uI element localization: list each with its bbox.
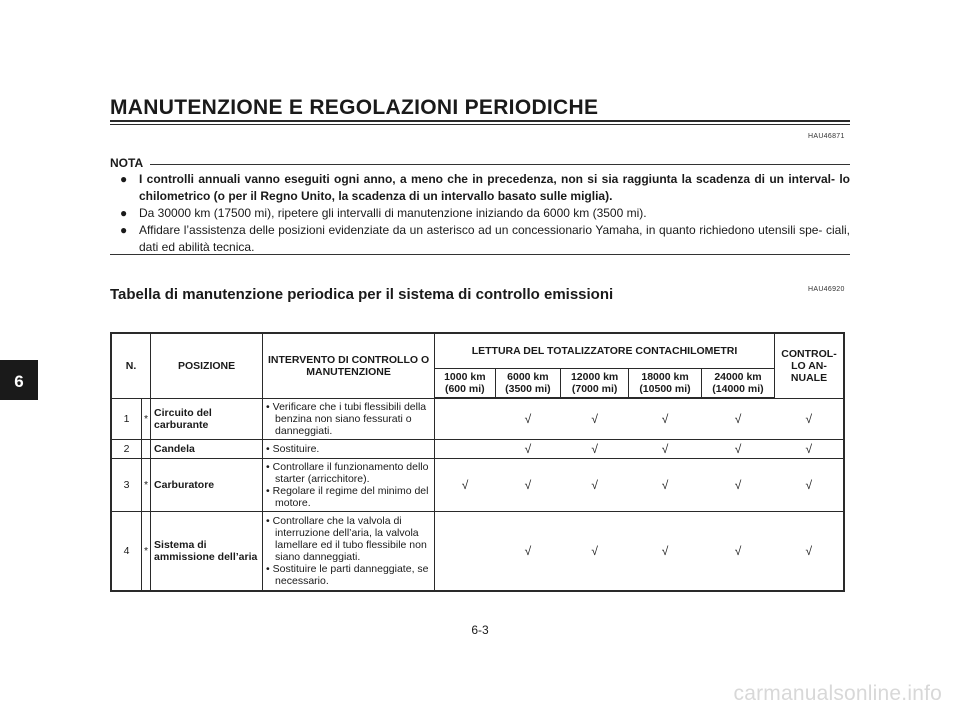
table-row bbox=[111, 398, 844, 439]
table-row bbox=[111, 439, 844, 458]
row-number: 1 bbox=[111, 398, 142, 439]
header-interval: 1000 km (600 mi) bbox=[435, 369, 496, 399]
check-mark: √ bbox=[775, 439, 845, 458]
asterisk-mark: * bbox=[142, 458, 151, 511]
nota-end-rule bbox=[110, 254, 850, 255]
check-mark: √ bbox=[629, 511, 702, 591]
header-annual: CONTROL- LO AN- NUALE bbox=[775, 333, 845, 398]
nota-item-text: Da 30000 km (17500 mi), ripetere gli intervalli di manutenzione iniziando da 6000 km (3500 mi). bbox=[139, 206, 647, 220]
nota-item bbox=[120, 205, 850, 222]
check-mark bbox=[435, 511, 496, 591]
row-number: 4 bbox=[111, 511, 142, 591]
check-mark: √ bbox=[495, 458, 561, 511]
page-number: 6-3 bbox=[471, 623, 489, 637]
asterisk-mark: * bbox=[142, 398, 151, 439]
check-mark: √ bbox=[435, 458, 496, 511]
asterisk-mark: * bbox=[142, 511, 151, 591]
check-mark bbox=[435, 439, 496, 458]
header-odometer: LETTURA DEL TOTALIZZATORE CONTACHILOMETRI bbox=[435, 333, 775, 369]
nota-item-text: Affidare l’assistenza delle posizioni evidenziate da un asterisco ad un concessionario Yamaha, in quanto richiedono utensili spe- ciali, dati ed abilità tecnica. bbox=[139, 223, 850, 254]
header-interval: 24000 km (14000 mi) bbox=[701, 369, 774, 399]
row-action: • Controllare che la valvola di interruzione dell’aria, la valvola lamellare ed il tubo flessibile non siano danneggiati. • Sostituire le parti danneggiate, se necessario. bbox=[263, 511, 435, 591]
check-mark: √ bbox=[495, 511, 561, 591]
row-number: 3 bbox=[111, 458, 142, 511]
chapter-number: 6 bbox=[14, 372, 24, 391]
nota-item-text: I controlli annuali vanno eseguiti ogni anno, a meno che in precedenza, non si sia raggiunta la scadenza di un interval- lo chilometrico (o per il Regno Unito, la scadenza di un intervallo basato sulle miglia). bbox=[139, 172, 850, 203]
check-mark: √ bbox=[701, 511, 774, 591]
nota-item bbox=[120, 171, 850, 205]
check-mark: √ bbox=[495, 439, 561, 458]
nota-label: NOTA bbox=[110, 156, 144, 170]
check-mark: √ bbox=[629, 398, 702, 439]
row-position: Carburatore bbox=[151, 458, 263, 511]
nota-item bbox=[120, 222, 850, 256]
row-action: • Sostituire. bbox=[263, 439, 435, 458]
check-mark: √ bbox=[495, 398, 561, 439]
row-position: Candela bbox=[151, 439, 263, 458]
header-intervention: INTERVENTO DI CONTROLLO O MANUTENZIONE bbox=[263, 333, 435, 398]
table-row bbox=[111, 458, 844, 511]
check-mark: √ bbox=[561, 439, 629, 458]
check-mark: √ bbox=[629, 458, 702, 511]
header-position: POSIZIONE bbox=[151, 333, 263, 398]
row-action: • Controllare il funzionamento dello starter (arricchitore). • Regolare il regime del minimo del motore. bbox=[263, 458, 435, 511]
row-number: 2 bbox=[111, 439, 142, 458]
row-action: • Verificare che i tubi flessibili della benzina non siano fessurati o danneggiati. bbox=[263, 398, 435, 439]
watermark: carmanualsonline.info bbox=[733, 682, 942, 705]
asterisk-mark bbox=[142, 439, 151, 458]
document-code: HAU46871 bbox=[808, 133, 845, 140]
page-title: MANUTENZIONE E REGOLAZIONI PERIODICHE bbox=[110, 96, 599, 119]
check-mark: √ bbox=[629, 439, 702, 458]
row-position: Circuito del carburante bbox=[151, 398, 263, 439]
header-n: N. bbox=[111, 333, 151, 398]
nota-list bbox=[120, 171, 850, 256]
bullet-icon: ● bbox=[120, 223, 128, 237]
check-mark: √ bbox=[775, 398, 845, 439]
title-rule bbox=[110, 120, 850, 125]
check-mark: √ bbox=[561, 398, 629, 439]
check-mark: √ bbox=[561, 511, 629, 591]
nota-rule bbox=[150, 164, 850, 165]
section-code: HAU46920 bbox=[808, 286, 845, 293]
check-mark bbox=[435, 398, 496, 439]
check-mark: √ bbox=[775, 458, 845, 511]
check-mark: √ bbox=[701, 439, 774, 458]
section-heading: Tabella di manutenzione periodica per il sistema di controllo emissioni bbox=[110, 286, 614, 303]
table-row bbox=[111, 511, 844, 591]
header-interval: 18000 km (10500 mi) bbox=[629, 369, 702, 399]
header-interval: 12000 km (7000 mi) bbox=[561, 369, 629, 399]
row-position: Sistema di ammissione dell’aria bbox=[151, 511, 263, 591]
header-interval: 6000 km (3500 mi) bbox=[495, 369, 561, 399]
check-mark: √ bbox=[701, 458, 774, 511]
bullet-icon: ● bbox=[120, 172, 128, 186]
bullet-icon: ● bbox=[120, 206, 128, 220]
check-mark: √ bbox=[561, 458, 629, 511]
maintenance-table bbox=[110, 332, 845, 592]
check-mark: √ bbox=[775, 511, 845, 591]
check-mark: √ bbox=[701, 398, 774, 439]
